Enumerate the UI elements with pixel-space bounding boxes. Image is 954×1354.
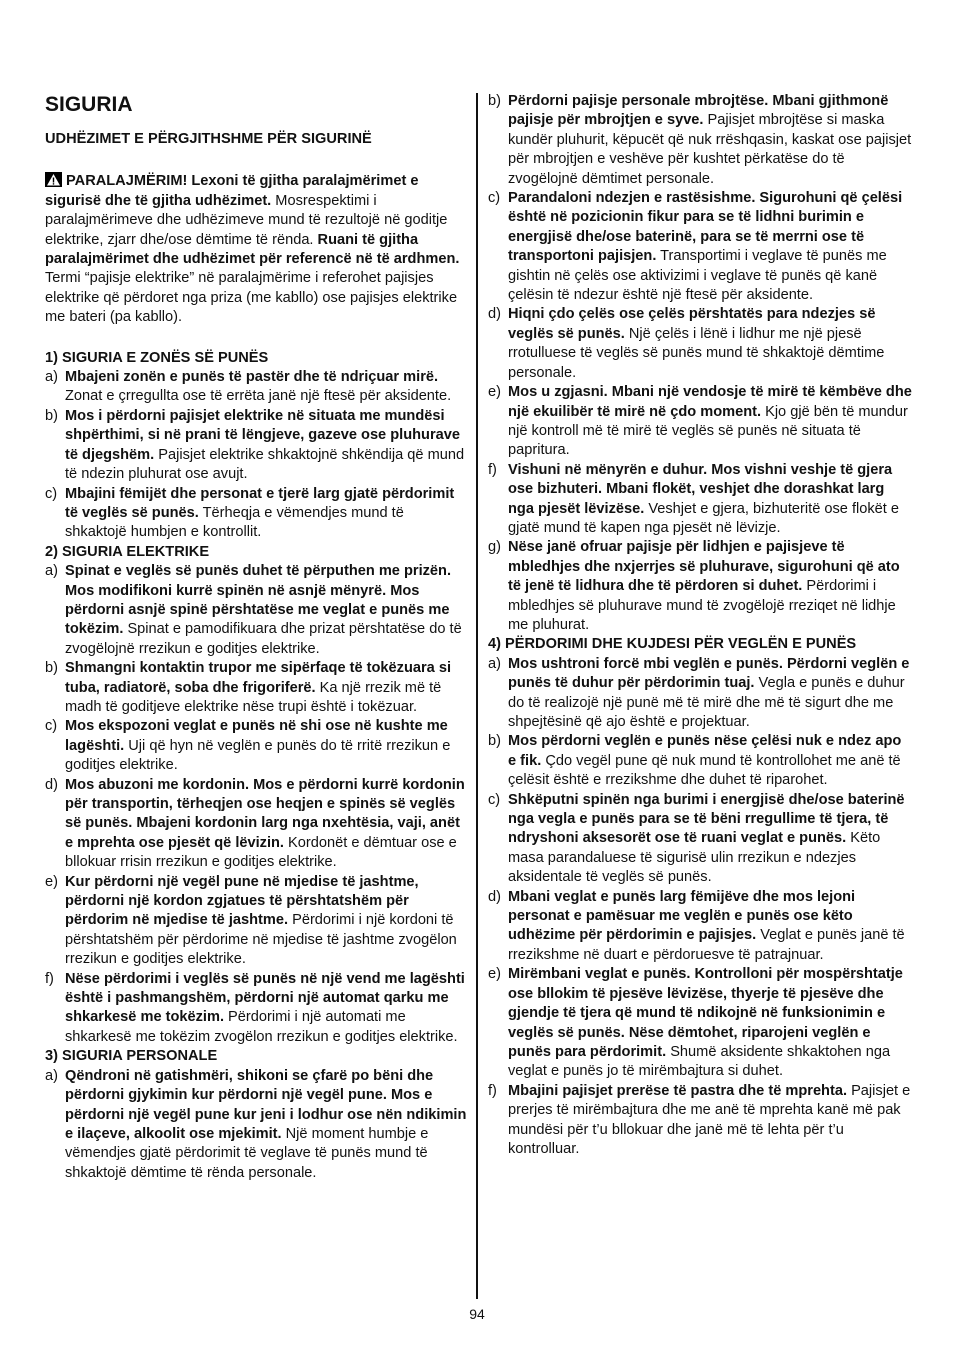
warning-text-1: Mosrespektimi i paralajmërimeve dhe udhëzimeve mund të rezultojë në goditje elektrike, zjarr dhe/ose dëmtime të rënda.: [45, 192, 448, 248]
item-body: [65, 776, 467, 873]
item-letter: f): [488, 461, 497, 478]
item-body: [65, 407, 467, 485]
item-body: [508, 791, 912, 888]
general-warning: [45, 172, 467, 327]
right-column: [488, 92, 912, 1159]
item-text: Pajisjet elektrike shkaktojnë shkëndija që mund të ndezin pluhurat ose avujt.: [65, 446, 465, 483]
item-text: Vegla e punës e duhur do të realizojë një punë më të mirë dhe më të sigurt dhe me shpejtësinë që ajo është e projektuar.: [508, 675, 905, 730]
item-body: [65, 659, 467, 717]
item-bold-text: Përdorni pajisje personale mbrojtëse. Mbani gjithmonë pajisje për mbrojtjen e syve.: [508, 93, 889, 129]
item-body: [508, 92, 912, 189]
item-text: Pajisjet mbrojtëse si maska kundër pluhurit, këpucët që nuk rrëshqasin, kaskat ose pajisjet për mbrojtjen e veshëve për kushtet përkatëse do të zvogëlojnë dëmtimet personale.: [508, 112, 912, 187]
item-text: Ka një rrezik më të madh të goditjeve elektrike nëse trupi është i tokëzuar.: [65, 679, 442, 715]
item-body: [508, 461, 912, 539]
item-letter: c): [488, 190, 501, 207]
list-item: [488, 888, 912, 966]
item-letter: a): [45, 1067, 58, 1084]
list-item: [45, 717, 467, 775]
section-subtitle: UDHËZIMET E PËRGJITHSHME PËR SIGURINË: [45, 131, 372, 147]
item-bold-text: Mos ekspozoni veglat e punës në shi ose në kushte me lagështi.: [65, 718, 448, 754]
section-work-area: [45, 349, 467, 543]
item-letter: f): [45, 970, 54, 987]
warning-bold-1: PARALAJMËRIM! Lexoni të gjitha paralajmërimet e sigurisë dhe të gjitha udhëzimet.: [45, 173, 419, 209]
item-letter: e): [45, 873, 58, 890]
item-bold-text: Parandaloni ndezjen e rastësishme. Sigurohuni që çelësi është në pozicionin fikur para se të lidhni burimin e energjisë dhe/ose baterinë, para se të merrni ose të transportoni pajisjen.: [508, 190, 903, 265]
page-number: 94: [469, 1306, 485, 1322]
item-body: [508, 383, 912, 461]
item-body: [65, 717, 467, 775]
item-bold-text: Mbani veglat e punës larg fëmijëve dhe mos lejoni personat e pamësuar me veglën e punës ose këto udhëzime për përdorimin e pajisjes.: [508, 888, 856, 944]
list-item: [488, 538, 912, 635]
list-item: [488, 965, 912, 1081]
item-body: [508, 965, 912, 1081]
list-item: [488, 791, 912, 888]
item-letter: e): [488, 966, 501, 983]
column-divider: [476, 93, 478, 1299]
section-heading: 3) SIGURIA PERSONALE: [45, 1048, 218, 1065]
item-body: [508, 1082, 912, 1160]
item-bold-text: Nëse janë ofruar pajisje për lidhjen e pajisjeve të mbledhjes dhe nxjerrjes së pluhurave, sigurohuni që ato të jenë të lidhura dhe të përdoren si duhet.: [508, 539, 900, 595]
item-body: [508, 732, 912, 790]
item-bold-text: Qëndroni në gatishmëri, shikoni se çfarë po bëni dhe përdorni gjykimin kur përdorni një vegël pune. Mos e përdorni një vegël pune kur jeni i lodhur ose nën ndikimin e ilaçeve, alkoolit ose mjekimit.: [65, 1067, 467, 1142]
item-body: [508, 888, 912, 966]
item-bold-text: Mbajini fëmijët dhe personat e tjerë larg gjatë përdorimit të veglës së punës.: [65, 485, 455, 521]
item-letter: a): [488, 655, 501, 672]
item-text: Çdo vegël pune që nuk mund të kontrollohet me anë të çelësit është e rrezikshme dhe duhet të riparohet.: [508, 752, 901, 789]
item-bold-text: Mbajeni zonën e punës të pastër dhe të ndriçuar mirë.: [65, 369, 439, 386]
left-column: [45, 92, 467, 1183]
item-body: [508, 189, 912, 305]
item-letter: b): [488, 93, 501, 109]
section-tool-use: [488, 635, 912, 1159]
item-letter: c): [488, 791, 501, 808]
item-body: [65, 873, 467, 970]
item-text: Shumë aksidente shkaktohen nga veglat e punës jo të mirëmbajtura si duhet.: [508, 1043, 891, 1080]
item-letter: c): [45, 485, 58, 502]
list-item: [45, 776, 467, 873]
page-title: SIGURIA: [45, 93, 133, 116]
section-heading: 4) PËRDORIMI DHE KUJDESI PËR VEGLËN E PUNËS: [488, 636, 857, 653]
warning-bold-2: Ruani të gjitha paralajmërimet dhe udhëzimet për referencë në të ardhmen.: [45, 231, 460, 268]
item-text: Veglat e punës janë të rrezikshme në duart e përdoruesve të patrajnuar.: [508, 927, 905, 963]
section-personal-part2: [488, 92, 912, 635]
list-item: [488, 461, 912, 539]
list-item: [488, 189, 912, 305]
list-item: [45, 1067, 467, 1183]
list-item: [488, 383, 912, 461]
item-bold-text: Kur përdorni një vegël pune në mjedise të jashtme, përdorni një kordon zgjatues të përshtatshëm për përdorim në mjedise të jashtme.: [65, 873, 419, 929]
item-text: Tërheqja e vëmendjes mund të shkaktojë humbjen e kontrollit.: [65, 504, 404, 541]
list-item: [488, 92, 912, 189]
item-text: Spinat e pamodifikuara dhe prizat përshtatëse do të zvogëlojnë rrezikun e goditjes elektrike.: [65, 621, 462, 657]
item-bold-text: Hiqni çdo çelës ose çelës përshtatës para ndezjes së veglës së punës.: [508, 306, 876, 342]
item-body: [508, 538, 912, 635]
list-item: [488, 305, 912, 383]
item-body: [65, 1067, 467, 1183]
section-heading: 1) SIGURIA E ZONËS SË PUNËS: [45, 349, 269, 366]
section-heading: 2) SIGURIA ELEKTRIKE: [45, 543, 210, 560]
item-text: Pajisjet e prerjes të mirëmbajtura dhe me anë të mprehta kanë më pak mundësi për t’u bllokuar dhe janë më të lehta për t’u kontrolluar.: [508, 1082, 911, 1157]
item-bold-text: Nëse përdorimi i veglës së punës në një vend me lagështi është i pashmangshëm, përdorni një automat qarku me shkarkesë me tokëzim.: [65, 970, 465, 1026]
item-text: Veshjet e gjera, bizhuteritë ose flokët e gjatë mund të kapen nga pjesët në lëvizje.: [508, 500, 900, 536]
item-text: Një çelës i lënë i lidhur me një pjesë rrotulluese të veglës së punës mund të shkaktojë dëmtime personale.: [508, 325, 885, 381]
item-body: [65, 562, 467, 659]
list-item: [488, 655, 912, 733]
item-bold-text: Spinat e veglës së punës duhet të përputhen me prizën. Mos modifikoni kurrë spinën në asnjë mënyrë. Mos përdorni asnjë spinë përshtatëse me veglat e punës me tokëzim.: [65, 563, 452, 638]
item-text: Përdorimi i një kordoni të përshtatshëm për përdorime në mjedise të jashtme zvogëlon rrezikun e goditjes elektrike.: [65, 912, 457, 968]
list-item: [45, 368, 467, 407]
item-bold-text: Mos abuzoni me kordonin. Mos e përdorni kurrë kordonin për transportin, tërheqjen ose heqjen e spinës së veglës së punës. Mbajeni kordonin larg nga nxehtësia, vaji, anët e mprehta ose pjesët që lëvizin.: [65, 776, 465, 851]
item-body: [65, 970, 467, 1048]
item-text: Kjo gjë bën të mundur një kontroll më të mirë të veglës së punës në situata të papritura.: [508, 403, 908, 459]
list-item: [45, 562, 467, 659]
list-item: [488, 1082, 912, 1160]
item-letter: c): [45, 718, 58, 735]
list-item: [45, 485, 467, 543]
item-text: Përdorimi i një automati me shkarkesë me tokëzim zvogëlon rrezikun e goditjes elektrike.: [65, 1009, 458, 1045]
item-letter: d): [45, 776, 58, 793]
item-letter: a): [45, 563, 58, 580]
item-letter: g): [488, 539, 501, 556]
item-bold-text: Mirëmbani veglat e punës. Kontrolloni për mospërshtatje ose bllokim të pjesëve lëvizëse, thyerje të pjesëve dhe gjendje të tjera që mund të ndikojnë në funksionimin e veglës së punës. Nëse dëmtohet, riparojeni veglën e punës para përdorimit.: [508, 966, 903, 1060]
warning-text-2: Termi “pajisje elektrike” në paralajmërime i referohet pajisjes elektrike që përdoret nga priza (me kabllo) ose pajisjes elektrike me bateri (pa kabllo).: [45, 270, 458, 326]
item-letter: d): [488, 888, 501, 905]
list-item: [488, 732, 912, 790]
item-body: [65, 485, 467, 543]
item-body: [508, 655, 912, 733]
item-bold-text: Vishuni në mënyrën e duhur. Mos vishni veshje të gjera ose bizhuteri. Mbani flokët, veshjet dhe dorashkat larg nga pjesët lëvizëse.: [508, 461, 893, 517]
item-letter: a): [45, 369, 58, 386]
item-text: Përdorimi i mbledhjes së pluhurave mund të zvogëlojë rreziqet në lidhje me pluhurat.: [508, 578, 896, 633]
item-letter: d): [488, 306, 501, 323]
item-text: Transportimi i veglave të punës me gishtin në çelës ose aktivizimi i veglave të punës që kanë çelësin të ndezur është një ftesë për aksidente.: [508, 248, 887, 304]
list-item: [45, 970, 467, 1048]
item-bold-text: Mbajini pajisjet prerëse të pastra dhe të mprehta.: [508, 1082, 848, 1099]
list-item: [45, 407, 467, 485]
item-bold-text: Mos përdorni veglën e punës nëse çelësi nuk e ndez apo e fik.: [508, 733, 902, 769]
item-text: Këto masa parandaluese të sigurisë ulin rrezikun e ndezjes aksidentale të veglës së punës.: [508, 830, 881, 886]
item-letter: e): [488, 384, 501, 401]
item-text: Kordonët e dëmtuar ose e bllokuar rrisin rrezikun e goditjes elektrike.: [65, 834, 457, 871]
item-body: [65, 368, 467, 407]
item-letter: b): [45, 407, 58, 424]
list-item: [45, 873, 467, 970]
item-letter: b): [45, 660, 58, 677]
item-bold-text: Shkëputni spinën nga burimi i energjisë dhe/ose baterinë nga vegla e punës para se të bëni rregullime të tjera, të ndryshoni aksesorët ose të ruani veglat e punës.: [508, 791, 905, 847]
item-text: Një moment humbje e vëmendjes gjatë përdorimit të veglave të punës mund të shkaktojë dëmtime të rënda personale.: [65, 1125, 429, 1181]
item-body: [508, 305, 912, 383]
item-bold-text: Mos ushtroni forcë mbi veglën e punës. Përdorni veglën e punës të duhur për përdorimin tuaj.: [508, 655, 910, 692]
item-letter: b): [488, 733, 501, 750]
item-bold-text: Mos u zgjasni. Mbani një vendosje të mirë të këmbëve dhe një ekuilibër të mirë në çdo moment.: [508, 384, 912, 420]
section-personal-part1: [45, 1047, 467, 1183]
section-electrical: [45, 543, 467, 1048]
item-text: Zonat e çrregullta ose të errëta janë një ftesë për aksidente.: [65, 388, 452, 405]
item-bold-text: Mos i përdorni pajisjet elektrike në situata me mundësi shpërthimi, si në prani të lëngjeve, gazeve ose pluhurave të djegshëm.: [65, 407, 460, 463]
warning-triangle-icon: [45, 172, 62, 187]
list-item: [45, 659, 467, 717]
item-bold-text: Shmangni kontaktin trupor me sipërfaqe të tokëzuara si tuba, radiatorë, soba dhe frigoriferë.: [65, 660, 452, 696]
item-letter: f): [488, 1082, 497, 1099]
item-text: Uji që hyn në veglën e punës do të rritë rrezikun e goditjes elektrike.: [65, 737, 451, 774]
